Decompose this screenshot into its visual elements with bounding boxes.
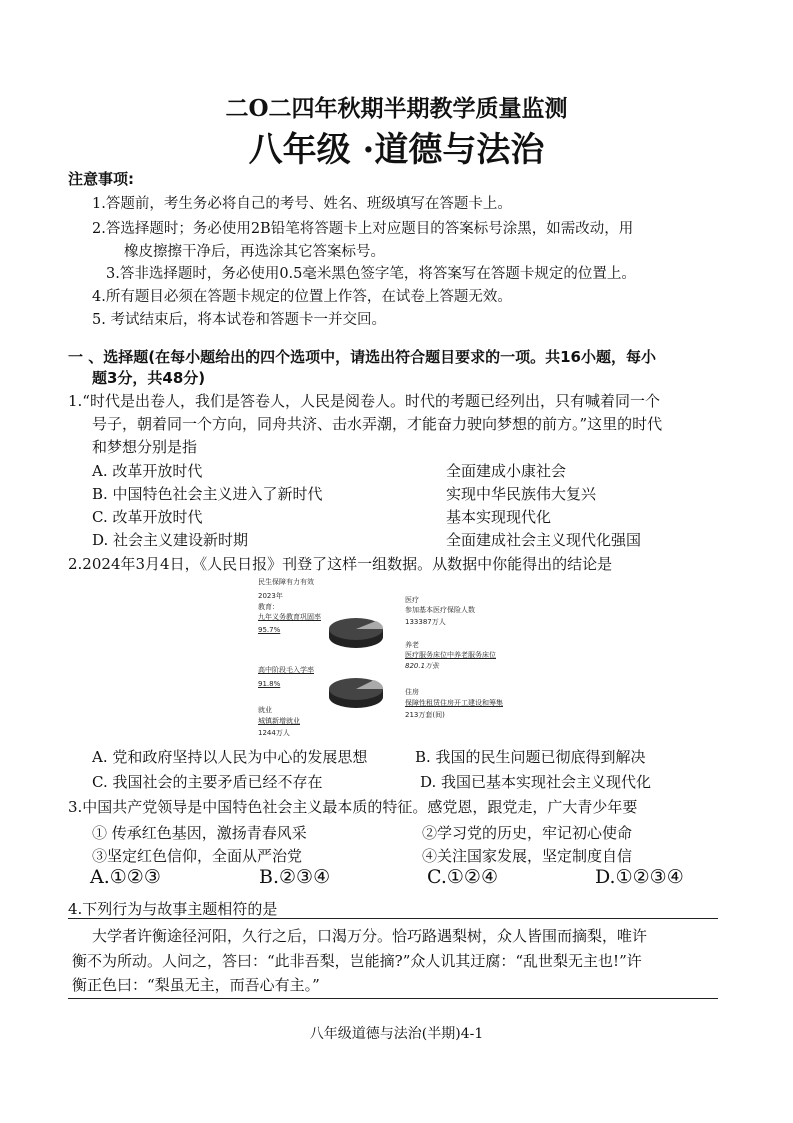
story-text: 衡正色曰：“梨虽无主，而吾心有主。” (72, 976, 320, 994)
notes-heading: 注意事项: (68, 170, 134, 188)
question-2-option-c: C. 我国社会的主要矛盾已经不存在 (92, 773, 323, 791)
pie-chart-highschool (326, 673, 386, 713)
note-item: 橡皮擦擦干净后，再选涂其它答案标号。 (124, 244, 385, 260)
question-2-option-b: B. 我国的民生问题已彻底得到解决 (415, 748, 646, 766)
question-3-option-d: D.①②③④ (595, 866, 684, 888)
story-text: 大学者许衡途径河阳，久行之后，口渴万分。恰巧路遇梨树，众人皆围而摘梨，唯许 (92, 927, 648, 945)
section-heading: 一 、选择题(在每小题给出的四个选项中，请选出符合题目要求的一项。共16小题，每小 (68, 348, 656, 366)
note-item: 4.所有题目必须在答题卡规定的位置上作答，在试卷上答题无效。 (92, 289, 512, 305)
page-footer: 八年级道德与法治(半期)4-1 (309, 1026, 484, 1042)
infographic-text: 医疗服务床位中养老服务床位 (405, 651, 496, 659)
infographic-value: 213万套(间) (405, 711, 445, 719)
infographic-text: 九年义务教育巩固率 (258, 613, 321, 621)
infographic-value: 1244万人 (258, 729, 290, 737)
note-item: 2.答选择题时；务必使用2B铅笔将答题卡上对应题目的答案标号涂黑，如需改动，用 (92, 221, 634, 237)
exam-subject-title: 八年级 ·道德与法治 (248, 130, 545, 170)
question-1-option-a: A. 改革开放时代 (92, 462, 203, 480)
story-bottom-rule (68, 998, 718, 999)
question-3-option-c: C.①②④ (427, 866, 498, 888)
question-1-stem: 和梦想分别是指 (92, 438, 198, 456)
note-item: 5. 考试结束后，将本试卷和答题卡一并交回。 (92, 312, 386, 328)
infographic-text: 就业 (258, 706, 272, 714)
question-3-item: ③坚定红色信仰，全面从严治党 (92, 847, 303, 865)
question-3-item: ②学习党的历史，牢记初心使命 (422, 824, 633, 842)
infographic-text: 养老 (405, 641, 419, 649)
question-1-stem: 1.“时代是出卷人，我们是答卷人，人民是阅卷人。时代的考题已经列出，只有喊着同一个 (68, 392, 660, 410)
question-2-option-d: D. 我国已基本实现社会主义现代化 (420, 773, 652, 791)
question-3-item: ① 传承红色基因，激扬青春风采 (92, 824, 307, 842)
question-3-option-b: B.②③④ (259, 866, 331, 888)
infographic-value: 133387万人 (405, 618, 446, 626)
question-3-option-a: A.①②③ (90, 866, 161, 888)
infographic-text: 医疗 (405, 596, 419, 604)
question-1-option-c: C. 改革开放时代 (92, 508, 203, 526)
question-4-stem: 4.下列行为与故事主题相符的是 (68, 900, 278, 918)
infographic-text: 2023年 (258, 592, 283, 600)
question-1-option-b: B. 中国特色社会主义进入了新时代 (92, 485, 323, 503)
infographic-text: 保障性租赁住房开工建设和筹集 (405, 699, 503, 707)
livelihood-data-infographic (258, 578, 528, 738)
infographic-text: 住房 (405, 688, 419, 696)
question-1-option-a-b: 全面建成小康社会 (446, 462, 567, 480)
note-item: 3.答非选择题时，务必使用0.5毫米黑色签字笔，将答案写在答题卡规定的位置上。 (106, 266, 636, 282)
infographic-text: 教育： (258, 603, 279, 611)
exam-title: 二O二四年秋期半期教学质量监测 (225, 95, 568, 122)
infographic-text: 民生保障有力有效 (258, 578, 314, 586)
question-1-option-d-b: 全面建成社会主义现代化强国 (446, 531, 642, 549)
infographic-value: 820.1万张 (405, 662, 440, 670)
question-2-option-a: A. 党和政府坚持以人民为中心的发展思想 (92, 748, 368, 766)
infographic-value: 91.8% (258, 680, 281, 688)
section-heading-cont: 题3分，共48分) (92, 369, 206, 387)
question-1-option-d: D. 社会主义建设新时期 (92, 531, 249, 549)
infographic-text: 城镇新增就业 (258, 717, 300, 725)
question-2-stem: 2.2024年3月4日，《人民日报》刊登了这样一组数据。从数据中你能得出的结论是 (68, 555, 613, 573)
infographic-text: 参加基本医疗保险人数 (405, 606, 475, 614)
infographic-text: 高中阶段毛入学率 (258, 666, 314, 674)
question-3-item: ④关注国家发展，坚定制度自信 (422, 847, 633, 865)
pie-chart-enrollment (326, 613, 386, 653)
question-1-stem: 号子，朝着同一个方向，同舟共济、击水弄潮，才能奋力驶向梦想的前方。”这里的时代 (92, 415, 663, 433)
question-1-option-c-b: 基本实现现代化 (446, 508, 552, 526)
question-1-option-b-b: 实现中华民族伟大复兴 (446, 485, 597, 503)
question-3-stem: 3.中国共产党领导是中国特色社会主义最本质的特征。感党恩，跟党走，广大青少年要 (68, 798, 638, 816)
infographic-value: 95.7% (258, 626, 281, 634)
note-item: 1.答题前，考生务必将自己的考号、姓名、班级填写在答题卡上。 (92, 196, 512, 212)
story-top-rule (68, 918, 718, 919)
story-text: 衡不为所动。人问之，答曰：“此非吾梨，岂能摘?”众人讥其迂腐：“乱世梨无主也!”许 (72, 952, 642, 970)
